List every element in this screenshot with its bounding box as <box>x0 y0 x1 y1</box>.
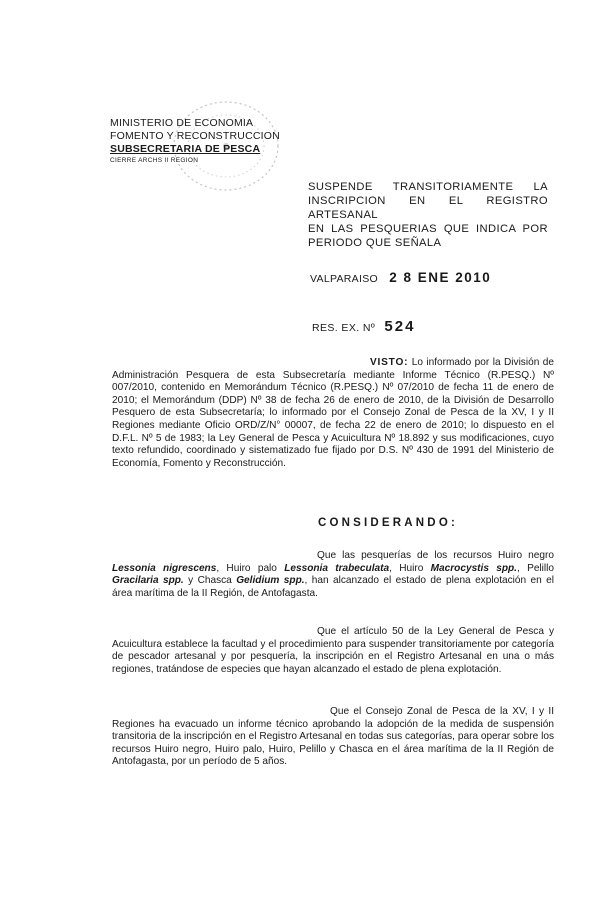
ministry-name: MINISTERIO DE ECONOMIA <box>110 117 254 129</box>
considerando-paragraph-2 <box>112 626 554 676</box>
species-name: Gelidium spp. <box>236 575 305 587</box>
p2-text: Que el artículo 50 de la Ley General de Pesca y Acuicultura establece la facultad y el procedimiento para suspender transitoriamente por categoría de pescador artesanal y por pesquería, la inscripción en el Registro Artesanal en una o más regiones, tratándose de especies que hayan alcanzado el estado de plena explotación. <box>112 626 554 675</box>
place: VALPARAISO <box>310 273 378 285</box>
species-name: Macrocystis spp. <box>430 562 517 574</box>
species-name: Lessonia trabeculata <box>284 562 390 574</box>
considerando-paragraph-3 <box>112 706 554 769</box>
date-stamp: 2 8 ENE 2010 <box>389 270 492 285</box>
visto-label: VISTO: <box>370 357 409 368</box>
region-note: CIERRE ARCHS II REGION <box>110 157 199 164</box>
resolution-label: RES. EX. Nº <box>312 322 376 334</box>
subject-line: PERIODO QUE SEÑALA <box>308 237 442 249</box>
subject-line: EN LAS PESQUERIAS QUE INDICA POR <box>308 223 548 235</box>
subject-line: INSCRIPCION EN EL REGISTRO ARTESANAL <box>308 195 548 221</box>
subject-line: SUSPENDE TRANSITORIAMENTE LA <box>308 181 548 193</box>
p1-text: , han alcanzado el estado de plena explotación en el área marítima de la II Región, de Antofagasta. <box>112 575 555 599</box>
place-date <box>310 270 491 285</box>
considerando-paragraph-1 <box>112 550 554 600</box>
visto-text: Lo informado por la División de Administración Pesquera de esta Subsecretaría mediante Informe Técnico (R.PESQ.) Nº 007/2010, contenido en Memorándum Técnico (R.PESQ.) Nº 07/2010 de fecha 11 de enero de 2010; el Memorándum (DDP) Nº 38 de fecha 26 de enero de 2010, de la División de Desarrollo Pesquero de esta Subsecretaría; lo informado por el Consejo Zonal de Pesca de la XV, I y II Regiones mediante Oficio ORD/Z/N° 00007, de fecha 22 de enero de 2010; lo dispuesto en el D.F.L. Nº 5 de 1983; la Ley General de Pesca y Acuicultura Nº 18.892 y sus modificaciones, cuyo texto refundido, coordinado y sistematizado fue fijado por D.S. Nº 430 de 1991 del Ministerio de Economía, Fomento y Reconstrucción. <box>112 357 554 469</box>
p1-text: y Chasca <box>183 575 237 587</box>
p1-text: , Huiro palo <box>216 562 285 574</box>
species-name: Gracilaria spp. <box>112 575 184 587</box>
resolution-number <box>312 318 415 335</box>
letterhead <box>110 117 280 165</box>
subsecretaria-name: SUBSECRETARIA DE PESCA <box>110 143 261 155</box>
p1-text: Que las pesquerías de los recursos Huiro negro <box>317 550 554 561</box>
species-name: Lessonia nigrescens <box>112 562 217 574</box>
subject-block <box>308 180 548 250</box>
visto-paragraph <box>112 357 554 470</box>
p3-text: Que el Consejo Zonal de Pesca de la XV, I y II Regiones ha evacuado un informe técnico aprobando la adopción de la medida de suspensión transitoria de la inscripción en el Registro Artesanal en todas sus categorías, para operar sobre los recursos Huiro negro, Huiro palo, Huiro, Pelillo y Chasca en el área marítima de la II Región de Antofagasta, por un período de 5 años. <box>112 706 554 768</box>
p1-text: , Pelillo <box>517 562 555 574</box>
resolution-number-value: 524 <box>384 318 416 335</box>
ministry-name-2: FOMENTO Y RECONSTRUCCION <box>110 130 280 142</box>
p1-text: , Huiro <box>389 562 431 574</box>
considerando-heading: CONSIDERANDO: <box>318 517 458 529</box>
